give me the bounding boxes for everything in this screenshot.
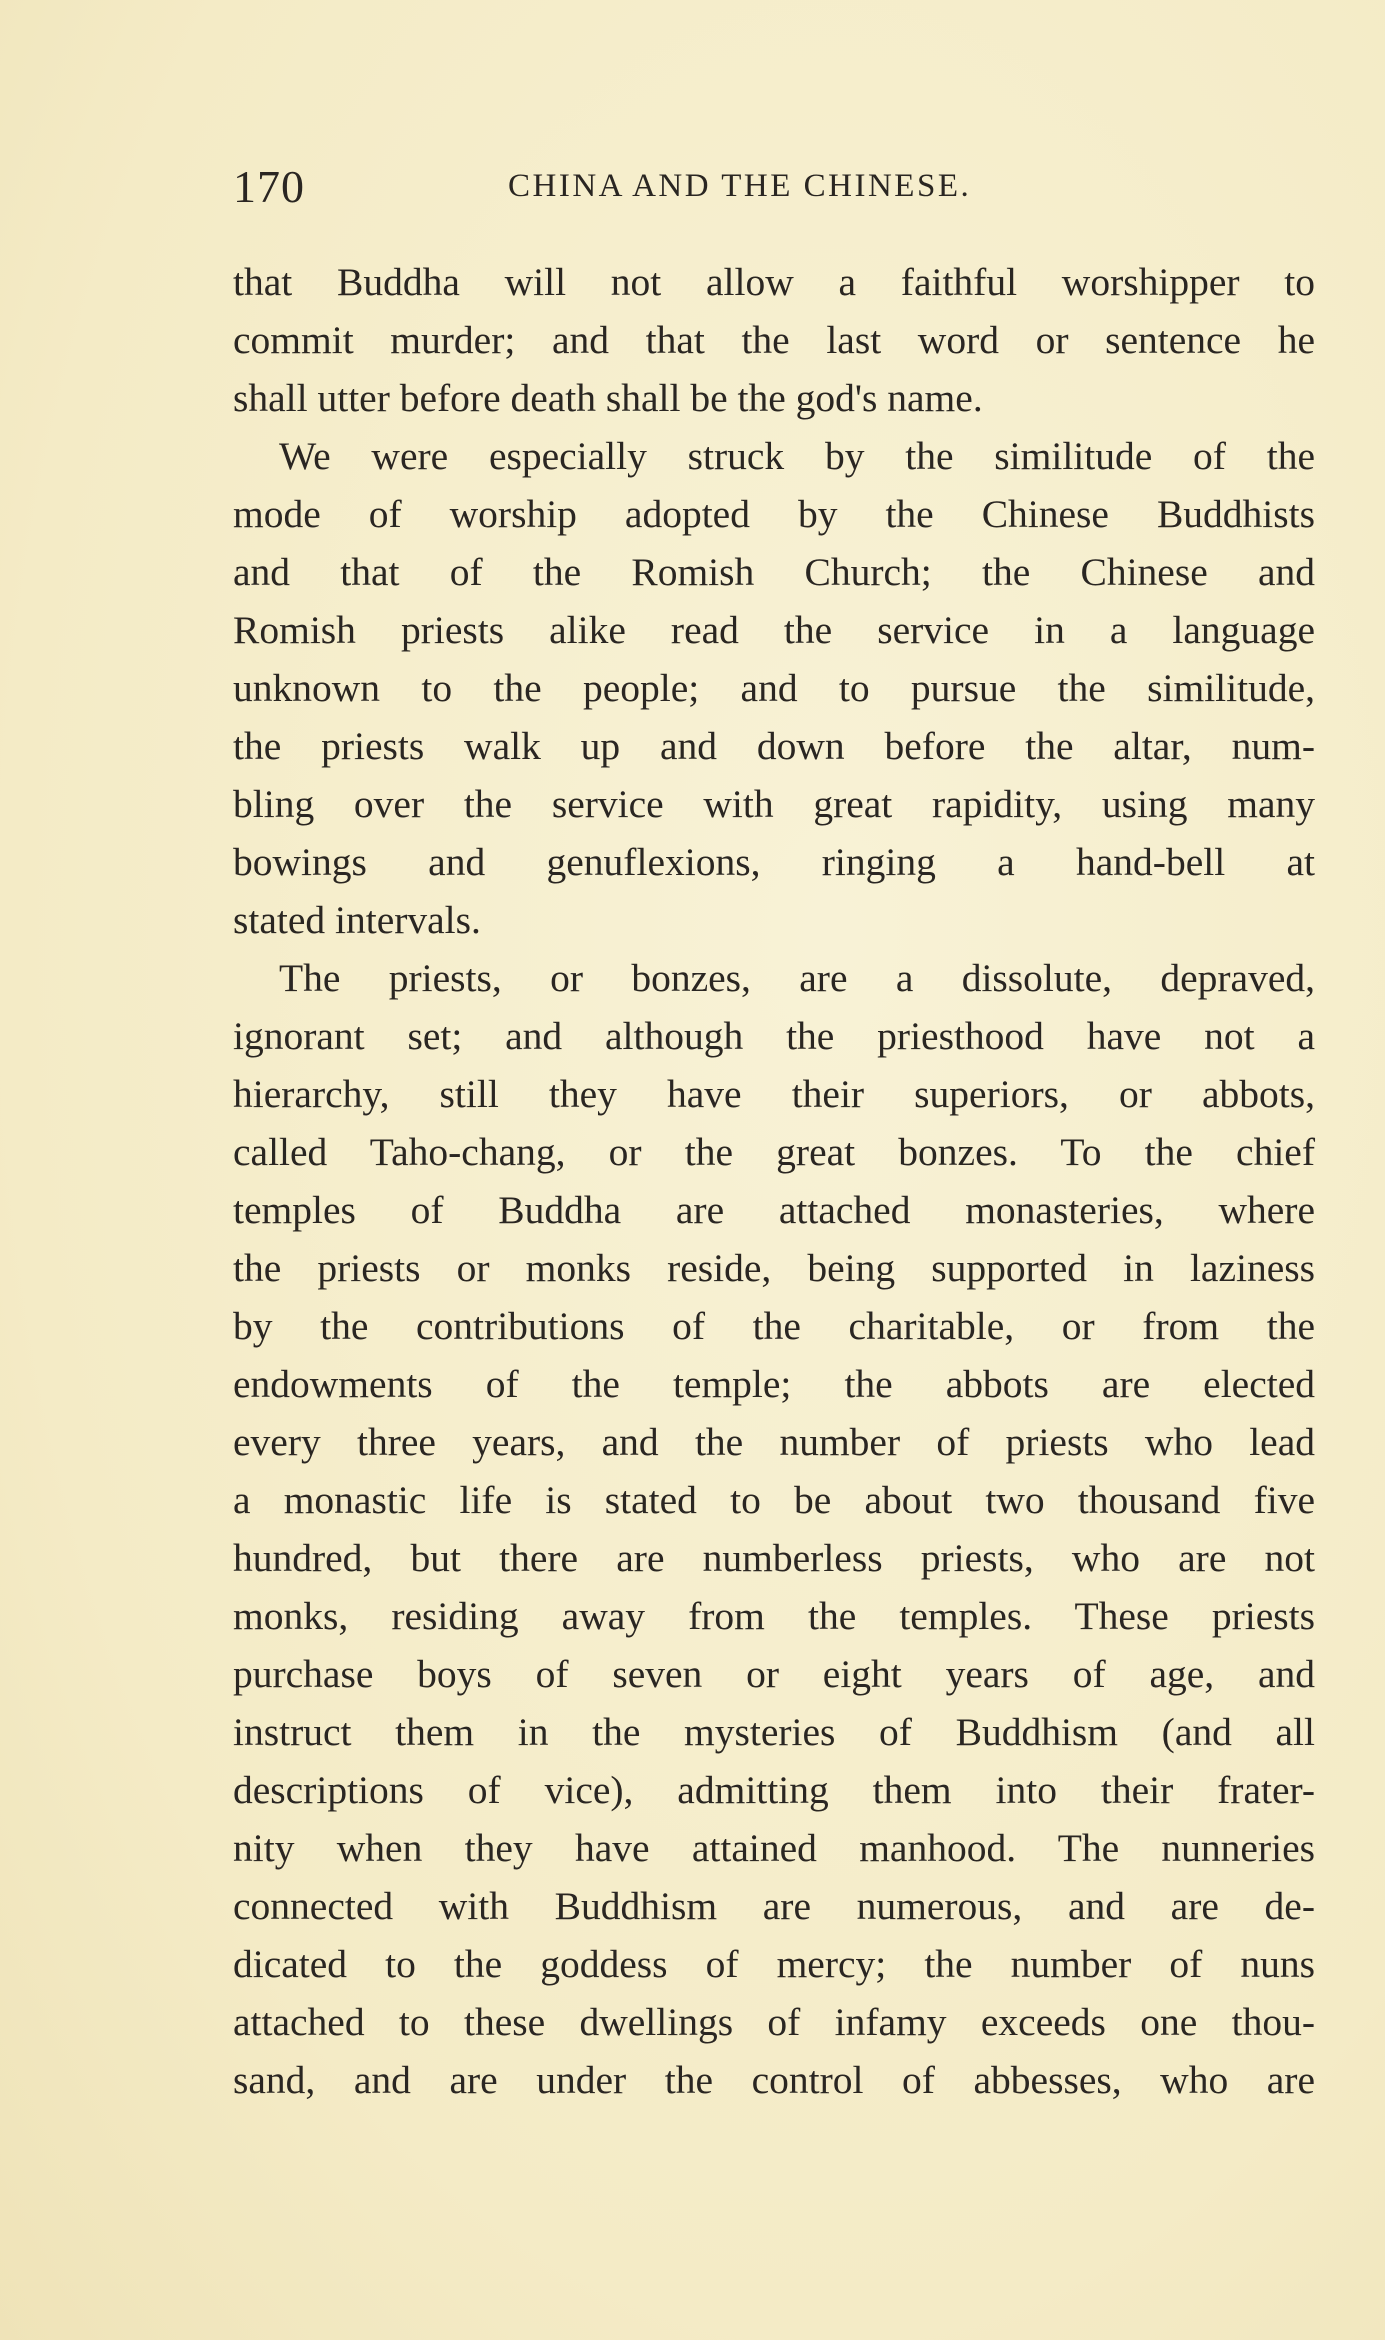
text-line: hundred, but there are numberless priests, who are not <box>233 1536 1315 1580</box>
text-line: purchase boys of seven or eight years of age, and <box>233 1652 1315 1696</box>
text-line: called Taho-chang, or the great bonzes. To the chief <box>233 1130 1315 1174</box>
text-line: temples of Buddha are attached monasteries, where <box>233 1188 1315 1232</box>
text-line: descriptions of vice), admitting them into their frater- <box>233 1768 1315 1812</box>
paragraph-start-line: The priests, or bonzes, are a dissolute, depraved, <box>279 956 1315 1000</box>
text-line: the priests or monks reside, being supported in laziness <box>233 1246 1315 1290</box>
text-line: hierarchy, still they have their superiors, or abbots, <box>233 1072 1315 1116</box>
text-line: mode of worship adopted by the Chinese Buddhists <box>233 492 1315 536</box>
text-line: bling over the service with great rapidity, using many <box>233 782 1315 826</box>
text-line: a monastic life is stated to be about two thousand five <box>233 1478 1315 1522</box>
text-line: ignorant set; and although the priesthood have not a <box>233 1014 1315 1058</box>
page-number: 170 <box>233 161 305 212</box>
text-line: nity when they have attained manhood. The nunneries <box>233 1826 1315 1870</box>
text-line: bowings and genuflexions, ringing a hand-bell at <box>233 840 1315 884</box>
text-line: commit murder; and that the last word or sentence he <box>233 318 1315 362</box>
text-line: unknown to the people; and to pursue the similitude, <box>233 666 1315 710</box>
text-line: Romish priests alike read the service in a language <box>233 608 1315 652</box>
text-line: monks, residing away from the temples. These priests <box>233 1594 1315 1638</box>
body-text <box>233 253 1315 2109</box>
text-line: instruct them in the mysteries of Buddhism (and all <box>233 1710 1315 1754</box>
text-line: stated intervals. <box>233 898 481 942</box>
text-line: that Buddha will not allow a faithful worshipper to <box>233 260 1315 304</box>
text-line: attached to these dwellings of infamy exceeds one thou- <box>233 2000 1315 2044</box>
text-line: shall utter before death shall be the god's name. <box>233 376 983 420</box>
text-line: the priests walk up and down before the altar, num- <box>233 724 1315 768</box>
paragraph-start-line: We were especially struck by the similitude of the <box>279 434 1315 478</box>
text-line: connected with Buddhism are numerous, and are de- <box>233 1884 1315 1928</box>
text-line: by the contributions of the charitable, or from the <box>233 1304 1315 1348</box>
text-line: sand, and are under the control of abbesses, who are <box>233 2058 1315 2102</box>
text-line: every three years, and the number of priests who lead <box>233 1420 1315 1464</box>
running-title: CHINA AND THE CHINESE. <box>508 168 972 204</box>
text-line: endowments of the temple; the abbots are elected <box>233 1362 1315 1406</box>
page-header <box>233 160 1315 220</box>
text-line: dicated to the goddess of mercy; the number of nuns <box>233 1942 1315 1986</box>
text-line: and that of the Romish Church; the Chinese and <box>233 550 1315 594</box>
